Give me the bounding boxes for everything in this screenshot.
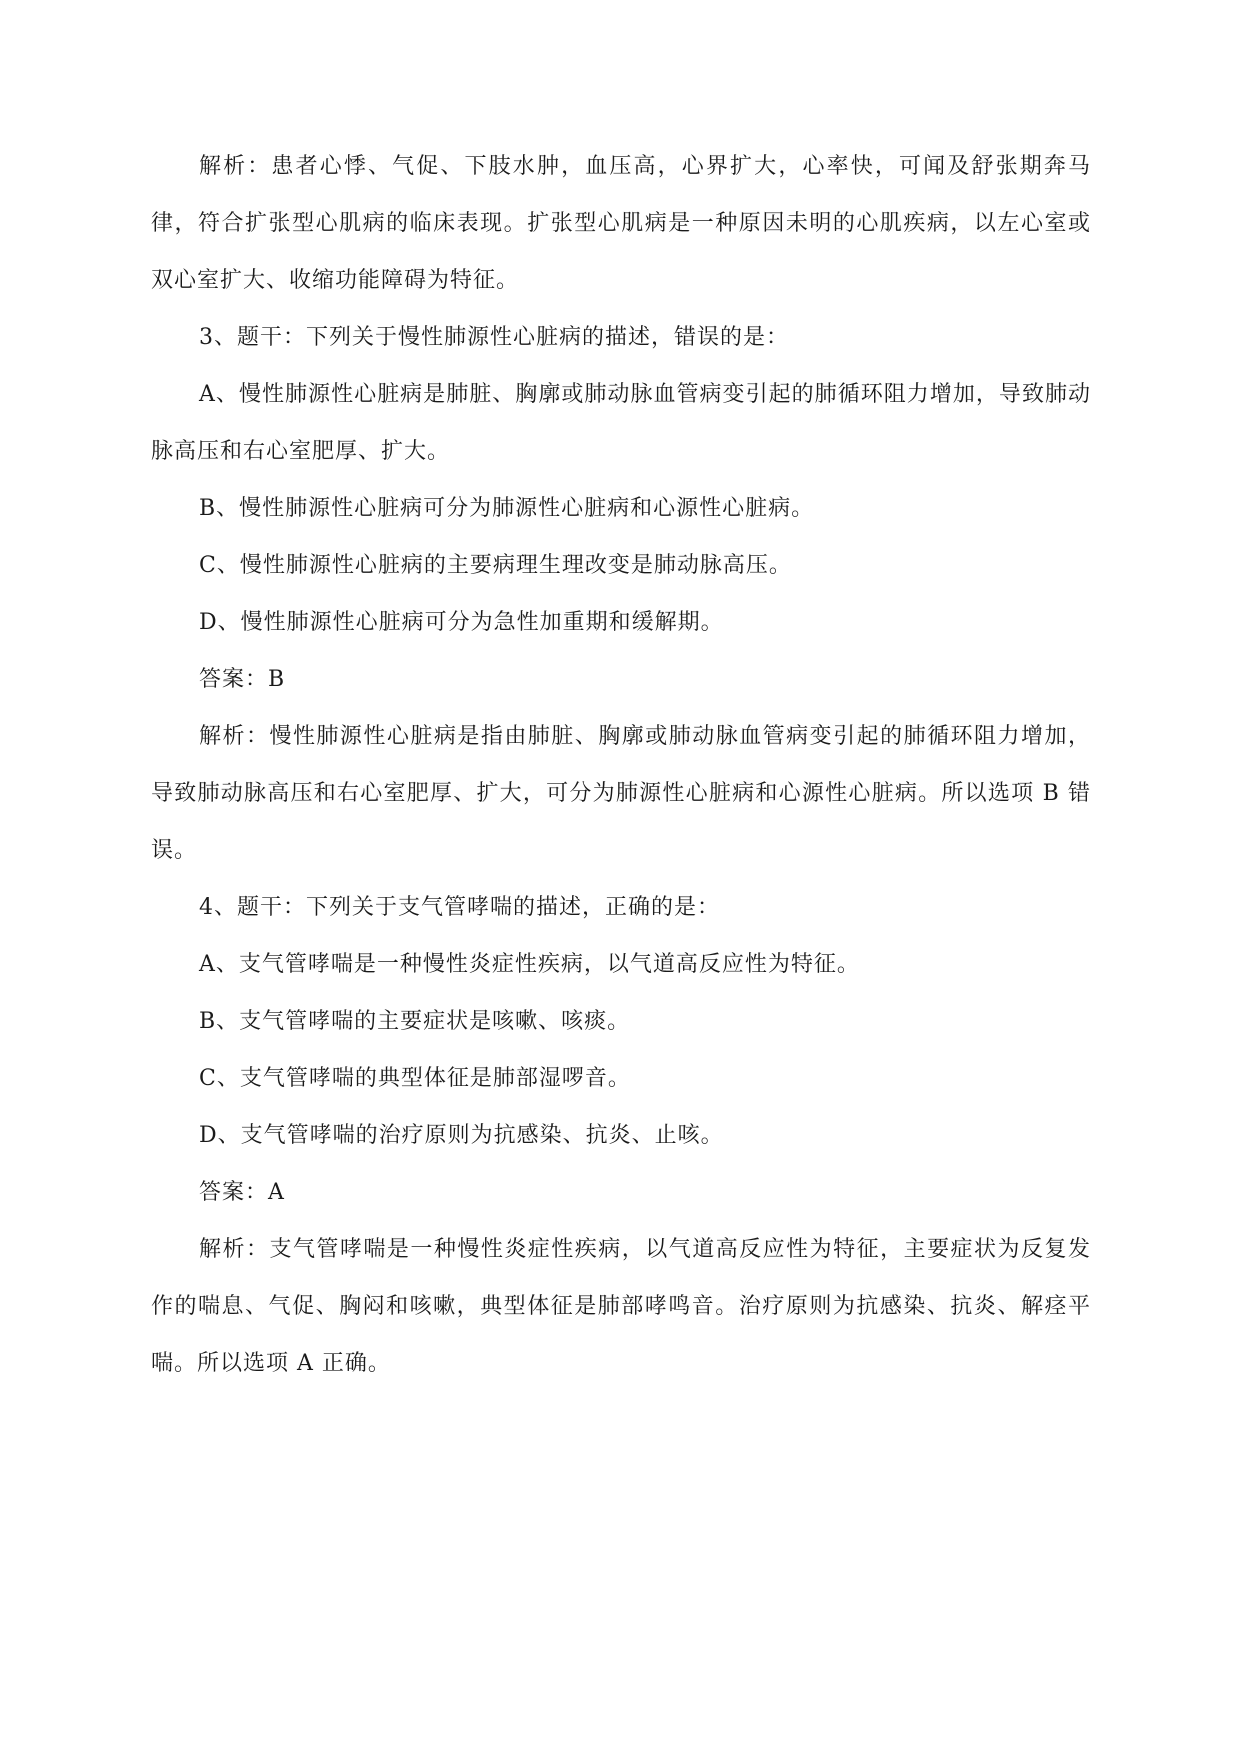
question-3-stem: 3、题干：下列关于慢性肺源性心脏病的描述，错误的是：: [199, 325, 789, 350]
question-4-analysis: 解析：支气管哮喘是一种慢性炎症性疾病，以气道高反应性为特征，主要症状为反复发作的喘息、气促、胸闷和咳嗽，典型体征是肺部哮鸣音。治疗原则为抗感染、抗炎、解痉平喘。所以选项 A 正确。: [151, 1237, 1091, 1376]
question-4-option-b: B、支气管哮喘的主要症状是咳嗽、咳痰。: [199, 1009, 631, 1034]
question-4-option-c: C、支气管哮喘的典型体征是肺部湿啰音。: [199, 1066, 631, 1091]
question-3-option-c: C、慢性肺源性心脏病的主要病理生理改变是肺动脉高压。: [199, 553, 792, 578]
question-3-option-b: B、慢性肺源性心脏病可分为肺源性心脏病和心源性心脏病。: [199, 496, 815, 521]
question-4-option-a: A、支气管哮喘是一种慢性炎症性疾病，以气道高反应性为特征。: [199, 952, 860, 977]
question-4-answer: 答案：A: [199, 1180, 285, 1205]
document-body: [151, 138, 1091, 1392]
question-4-stem: 4、题干：下列关于支气管哮喘的描述，正确的是：: [199, 895, 720, 920]
paragraph-analysis-2: 解析：患者心悸、气促、下肢水肿，血压高，心界扩大，心率快，可闻及舒张期奔马律，符合扩张型心肌病的临床表现。扩张型心肌病是一种原因未明的心肌疾病，以左心室或双心室扩大、收缩功能障碍为特征。: [151, 154, 1091, 293]
question-3-option-a: A、慢性肺源性心脏病是肺脏、胸廓或肺动脉血管病变引起的肺循环阻力增加，导致肺动脉高压和右心室肥厚、扩大。: [151, 382, 1091, 464]
question-3-analysis: 解析：慢性肺源性心脏病是指由肺脏、胸廓或肺动脉血管病变引起的肺循环阻力增加，导致肺动脉高压和右心室肥厚、扩大，可分为肺源性心脏病和心源性心脏病。所以选项 B 错误。: [151, 724, 1091, 863]
question-4-option-d: D、支气管哮喘的治疗原则为抗感染、抗炎、止咳。: [199, 1123, 724, 1148]
question-3-answer: 答案：B: [199, 667, 286, 692]
question-3-option-d: D、慢性肺源性心脏病可分为急性加重期和缓解期。: [199, 610, 724, 635]
